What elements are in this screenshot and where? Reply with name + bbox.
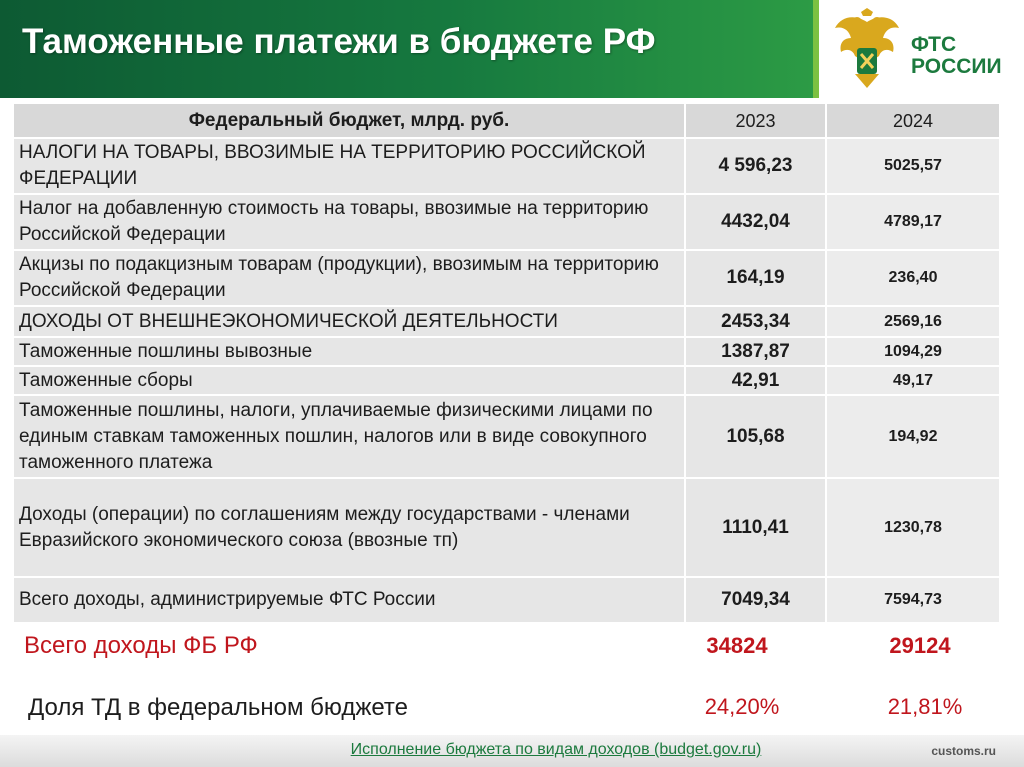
- table-row: [14, 337, 1000, 366]
- table-row: [14, 194, 1000, 250]
- row-value-2023: 4432,04: [685, 194, 826, 250]
- row-value-2023: 1110,41: [685, 478, 826, 577]
- row-value-2024: 1094,29: [826, 337, 1000, 366]
- column-header-2023: 2023: [685, 104, 826, 138]
- summary-total-label: Всего доходы ФБ РФ: [24, 632, 258, 659]
- fts-logo: [819, 0, 1024, 98]
- page-title: Таможенные платежи в бюджете РФ: [22, 22, 656, 61]
- row-label: Налог на добавленную стоимость на товары, ввозимые на территорию Российской Федерации: [14, 194, 685, 250]
- row-value-2023: 7049,34: [685, 577, 826, 623]
- row-value-2024: 2569,16: [826, 306, 1000, 337]
- row-value-2023: 1387,87: [685, 337, 826, 366]
- row-value-2024: 1230,78: [826, 478, 1000, 577]
- summary-share-2024: 21,81%: [887, 694, 963, 719]
- footer-site-label: customs.ru: [931, 744, 996, 758]
- budget-table: [14, 104, 1001, 624]
- table-header-row: [14, 104, 1000, 138]
- column-header-2024: 2024: [826, 104, 1000, 138]
- summary-share-label: Доля ТД в федеральном бюджете: [28, 694, 409, 721]
- row-label: НАЛОГИ НА ТОВАРЫ, ВВОЗИМЫЕ НА ТЕРРИТОРИЮ РОССИЙСКОЙ ФЕДЕРАЦИИ: [14, 138, 685, 194]
- row-label: Таможенные сборы: [14, 366, 685, 395]
- table-row: [14, 250, 1000, 306]
- row-label: Таможенные пошлины вывозные: [14, 337, 685, 366]
- column-header-category: Федеральный бюджет, млрд. руб.: [14, 104, 685, 138]
- footer-bar: [0, 735, 1024, 767]
- header-bar: [0, 0, 813, 98]
- row-label: Таможенные пошлины, налоги, уплачиваемые физическими лицами по единым ставкам таможенных пошлин, налогов или в виде совокупного таможенного платежа: [14, 395, 685, 478]
- row-value-2023: 4 596,23: [685, 138, 826, 194]
- table-row: [14, 366, 1000, 395]
- table-row: [14, 138, 1000, 194]
- summary-share-2023: 24,20%: [704, 694, 780, 719]
- table-row: [14, 395, 1000, 478]
- row-value-2023: 2453,34: [685, 306, 826, 337]
- summary-total-2023: 34824: [706, 633, 768, 658]
- table-row: [14, 478, 1000, 577]
- row-value-2023: 164,19: [685, 250, 826, 306]
- row-value-2024: 236,40: [826, 250, 1000, 306]
- row-value-2024: 7594,73: [826, 577, 1000, 623]
- row-value-2023: 42,91: [685, 366, 826, 395]
- row-value-2024: 4789,17: [826, 194, 1000, 250]
- double-headed-eagle-emblem-icon: [833, 8, 901, 90]
- table-row: [14, 306, 1000, 337]
- budget-source-link[interactable]: Исполнение бюджета по видам доходов (budget.gov.ru): [350, 741, 762, 758]
- row-label: ДОХОДЫ ОТ ВНЕШНЕЭКОНОМИЧЕСКОЙ ДЕЯТЕЛЬНОСТИ: [14, 306, 685, 337]
- row-label: Доходы (операции) по соглашениям между государствами - членами Евразийского экономического союза (ввозные тп): [14, 478, 685, 577]
- row-label: Всего доходы, администрируемые ФТС России: [14, 577, 685, 623]
- summary-total-2024: 29124: [889, 633, 951, 658]
- row-value-2024: 49,17: [826, 366, 1000, 395]
- table-row: [14, 577, 1000, 623]
- row-value-2024: 194,92: [826, 395, 1000, 478]
- row-value-2024: 5025,57: [826, 138, 1000, 194]
- logo-line-2: РОССИИ: [911, 55, 1002, 78]
- row-value-2023: 105,68: [685, 395, 826, 478]
- logo-line-1: ФТС: [911, 33, 957, 56]
- row-label: Акцизы по подакцизным товарам (продукции), ввозимым на территорию Российской Федерации: [14, 250, 685, 306]
